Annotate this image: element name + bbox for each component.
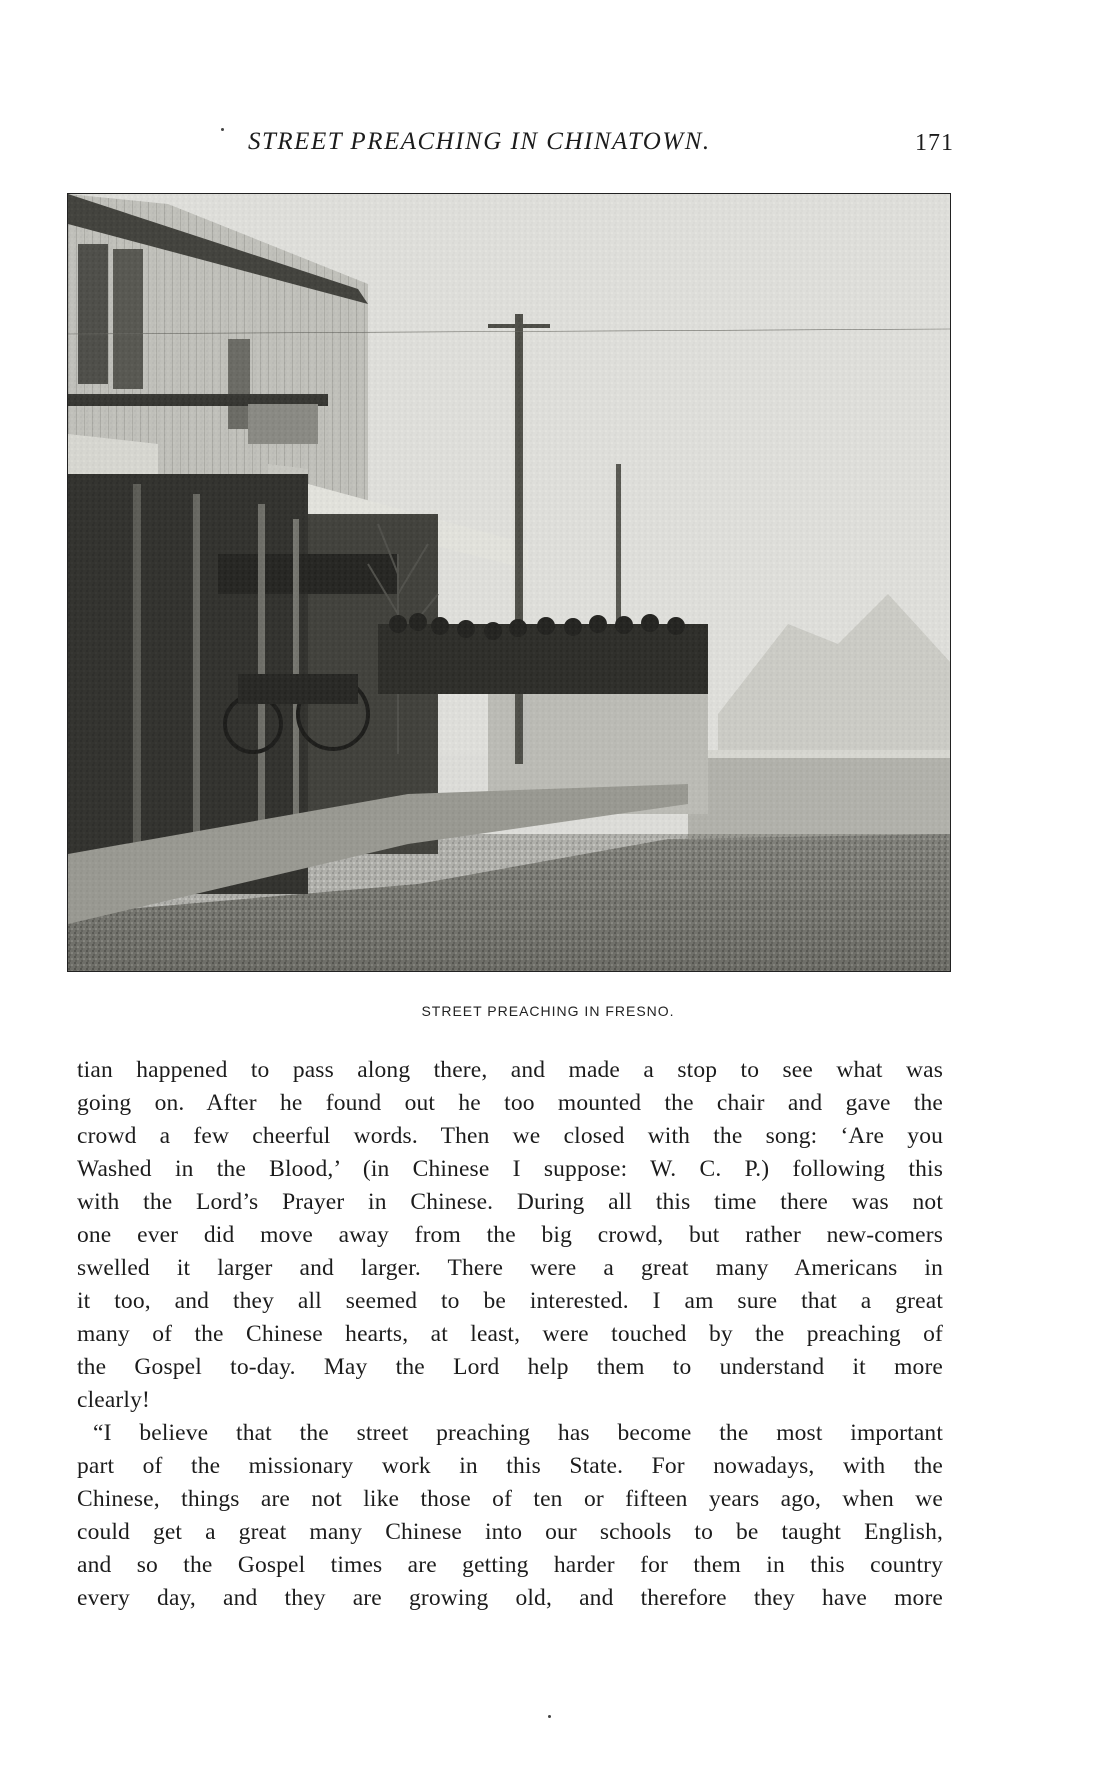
text-line: one ever did move away from the big crowd, but rather new-comers	[77, 1222, 943, 1248]
text-line: Washed in the Blood,’ (in Chinese I suppose: W. C. P.) following this	[77, 1156, 943, 1182]
text-line: it too, and they all seemed to be interested. I am sure that a great	[77, 1288, 943, 1314]
print-speck	[221, 128, 224, 131]
page-number: 171	[915, 130, 954, 156]
running-title: STREET PREACHING IN CHINATOWN.	[248, 128, 711, 155]
print-speck	[548, 1715, 551, 1718]
text-line: the Gospel to-day. May the Lord help them to understand it more	[77, 1354, 943, 1380]
text-line: and so the Gospel times are getting harder for them in this country	[77, 1552, 943, 1578]
text-line: many of the Chinese hearts, at least, were touched by the preaching of	[77, 1321, 943, 1347]
text-line: could get a great many Chinese into our schools to be taught English,	[77, 1519, 943, 1545]
text-line: swelled it larger and larger. There were a great many Americans in	[77, 1255, 943, 1281]
text-line: Chinese, things are not like those of ten or fifteen years ago, when we	[77, 1486, 943, 1512]
text-line: every day, and they are growing old, and therefore they have more	[77, 1585, 943, 1611]
text-line: with the Lord’s Prayer in Chinese. During all this time there was not	[77, 1189, 943, 1215]
street-scene-photograph	[67, 193, 951, 972]
text-line: crowd a few cheerful words. Then we closed with the song: ‘Are you	[77, 1123, 943, 1149]
text-line: tian happened to pass along there, and made a stop to see what was	[77, 1057, 943, 1083]
text-line: clearly!	[77, 1387, 150, 1413]
text-line: “I believe that the street preaching has become the most important	[93, 1420, 943, 1446]
running-head	[0, 128, 1096, 158]
text-line: going on. After he found out he too mounted the chair and gave the	[77, 1090, 943, 1116]
text-line: part of the missionary work in this State. For nowadays, with the	[77, 1453, 943, 1479]
body-text	[77, 1054, 943, 1615]
photo-caption: STREET PREACHING IN FRESNO.	[421, 1003, 675, 1019]
